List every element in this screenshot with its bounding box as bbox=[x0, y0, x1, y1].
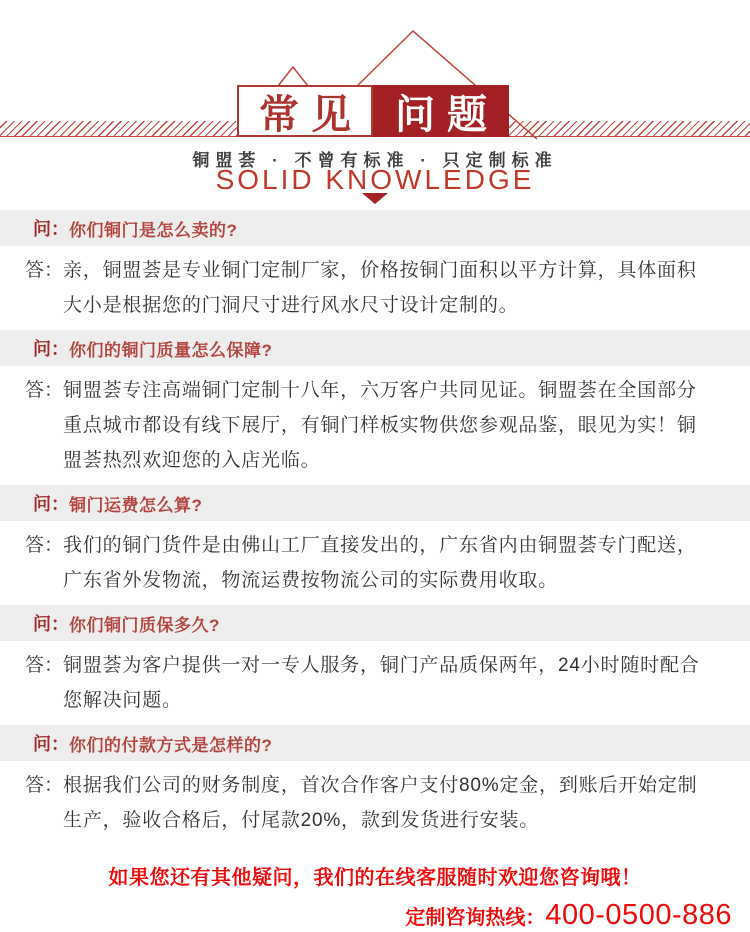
faq-list bbox=[0, 210, 750, 845]
faq-item bbox=[0, 210, 750, 330]
question-bar bbox=[0, 330, 750, 366]
answer-label: 答： bbox=[25, 775, 64, 796]
english-tagline: SOLID KNOWLEDGE bbox=[215, 164, 535, 195]
title-box-left bbox=[237, 85, 373, 137]
answer-text: 亲，铜盟荟是专业铜门定制厂家，价格按铜门面积以平方计算，具体面积大小是根据您的门洞尺寸进行风水尺寸设计定制的。 bbox=[63, 260, 697, 316]
title-right-text: 问题 bbox=[395, 92, 499, 137]
answer-text: 根据我们公司的财务制度，首次合作客户支付80%定金，到账后开始定制生产，验收合格后，付尾款20%，款到发货进行安装。 bbox=[63, 775, 698, 831]
answer-label: 答： bbox=[25, 535, 64, 556]
question-text: 你们铜门是怎么卖的? bbox=[69, 220, 238, 240]
question-label: 问： bbox=[33, 219, 69, 239]
faq-item bbox=[0, 485, 750, 605]
question-text: 你们的付款方式是怎样的? bbox=[69, 735, 273, 755]
answer-text: 我们的铜门货件是由佛山工厂直接发出的，广东省内由铜盟荟专门配送，广东省外发物流，物流运费按物流公司的实际费用收取。 bbox=[63, 535, 697, 591]
hotline-label: 定制咨询热线： bbox=[405, 907, 546, 929]
question-label: 问： bbox=[33, 494, 69, 514]
question-label: 问： bbox=[33, 339, 69, 359]
hotline-number: 400-0500-886 bbox=[545, 899, 732, 931]
question-text: 你们铜门质保多久? bbox=[69, 615, 220, 635]
question-text: 铜门运费怎么算? bbox=[69, 495, 203, 515]
answer-block bbox=[0, 521, 750, 605]
answer-label: 答： bbox=[25, 260, 64, 281]
faq-header bbox=[0, 0, 750, 210]
footer bbox=[0, 861, 750, 932]
answer-block bbox=[0, 641, 750, 725]
footer-cta-text: 如果您还有其他疑问，我们的在线客服随时欢迎您咨询哦！ bbox=[108, 867, 642, 889]
page-title bbox=[237, 85, 509, 137]
answer-text: 铜盟荟专注高端铜门定制十八年，六万客户共同见证。铜盟荟在全国部分重点城市都设有线下展厅，有铜门样板实物供您参观品鉴，眼见为实！铜盟荟热烈欢迎您的入店光临。 bbox=[63, 380, 697, 471]
triangle-down-icon bbox=[362, 193, 388, 204]
question-text: 你们的铜门质量怎么保障? bbox=[69, 340, 273, 360]
question-bar bbox=[0, 485, 750, 521]
question-bar bbox=[0, 605, 750, 641]
title-box-right bbox=[373, 85, 509, 137]
answer-label: 答： bbox=[25, 655, 64, 676]
answer-text: 铜盟荟为客户提供一对一专人服务，铜门产品质保两年，24小时随时配合您解决问题。 bbox=[63, 655, 700, 711]
faq-item bbox=[0, 725, 750, 845]
title-left-text: 常见 bbox=[259, 92, 363, 137]
faq-item bbox=[0, 605, 750, 725]
hotline-line bbox=[0, 899, 750, 932]
brand-subtitle: 铜盟荟 · 不曾有标准 · 只定制标准 bbox=[192, 151, 558, 170]
question-label: 问： bbox=[33, 734, 69, 754]
question-label: 问： bbox=[33, 614, 69, 634]
answer-block bbox=[0, 761, 750, 845]
answer-block bbox=[0, 366, 750, 485]
question-bar bbox=[0, 725, 750, 761]
question-bar bbox=[0, 210, 750, 246]
faq-item bbox=[0, 330, 750, 485]
answer-label: 答： bbox=[25, 380, 64, 401]
answer-block bbox=[0, 246, 750, 330]
